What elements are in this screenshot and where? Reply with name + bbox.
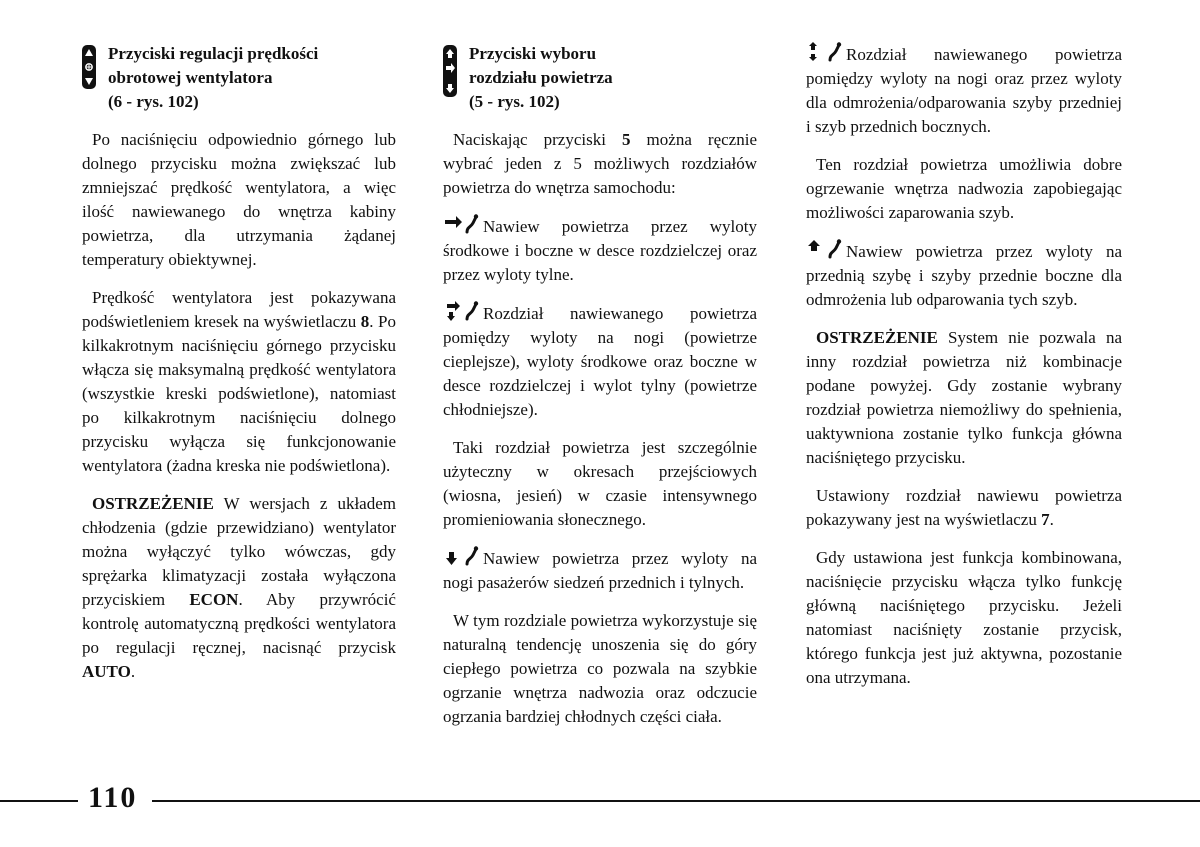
heading-line: Przyciski wyboru	[469, 44, 597, 63]
text-run: .	[130, 662, 136, 681]
face-vent-mode-icon	[443, 214, 479, 234]
heading-line: obrotowej wentylatora	[108, 68, 273, 87]
feet-vent-mode-icon	[443, 546, 479, 566]
text-run: Nawiew powietrza przez wyloty na nogi pasażerów siedzeń przednich i tylnych.	[443, 549, 757, 592]
warning-paragraph	[806, 326, 1122, 470]
bold-ref: ECON	[189, 590, 239, 609]
text-run: .	[1049, 510, 1054, 529]
paragraph	[806, 484, 1122, 532]
text-run: W wersjach z układem chłodzenia (gdzie przewidziano) wentylator można wyłączyć tylko wówczas, gdy sprężarka klimatyzacji została wyłączona przyciskiem	[82, 494, 396, 609]
fan-speed-button-icon	[82, 45, 96, 89]
option-paragraph	[443, 546, 757, 595]
paragraph: Taki rozdział powietrza jest szczególnie użyteczny w okresach przejściowych (wiosna, jesień) w czasie intensywnego promieniowania słonecznego.	[443, 438, 757, 529]
face-feet-vent-mode-icon	[443, 301, 479, 321]
column-air-distribution	[443, 42, 757, 743]
paragraph	[443, 128, 757, 200]
bold-ref: 7	[1041, 510, 1050, 529]
paragraph	[82, 286, 396, 478]
paragraph: Ten rozdział powietrza umożliwia dobre ogrzewanie wnętrza nadwozia zapobiegając możliwości zaparowania szyb.	[806, 155, 1122, 222]
heading-line: rozdziału powietrza	[469, 68, 613, 87]
text-run: można ręcznie wybrać jeden z 5 możliwych rozdziałów powietrza do wnętrza samochodu:	[443, 130, 757, 197]
heading-line: (5 - rys. 102)	[469, 92, 560, 111]
heading-line: Przyciski regulacji prędkości	[108, 44, 319, 63]
footer-rule-right	[152, 800, 1200, 802]
text-run: System nie pozwala na inny rozdział powietrza niż kombinacje podane powyżej. Gdy zostanie wybrany rozdział powietrza niemożliwy do spełnienia, uaktywniona zostanie tylko funkcja główna naciśniętego przycisku.	[806, 328, 1122, 467]
section-heading-air-distribution	[443, 42, 757, 114]
air-distribution-button-icon	[443, 45, 457, 97]
option-paragraph	[443, 214, 757, 287]
bold-ref: 8	[360, 312, 370, 331]
bold-ref: AUTO	[82, 662, 131, 681]
warning-paragraph	[82, 492, 396, 684]
text-run: . Aby przywrócić kontrolę automatyczną prędkości wentylatora po regulacji ręcznej, nacisnąć przycisk	[82, 590, 396, 657]
warning-label: OSTRZEŻENIE	[816, 328, 938, 347]
text-run: . Po kilkakrotnym naciśnięciu górnego przycisku włącza się maksymalną prędkość wentylatora (wszystkie kreski podświetlone), natomiast po kilkakrotnym naciśnięciu dolnego przycisku wyłącza się funkcjonowanie wentylatora (żadna kreska nie podświetlona).	[82, 312, 396, 475]
paragraph: Po naciśnięciu odpowiednio górnego lub dolnego przycisku można zwiększać lub zmniejszać prędkość wentylatora, a więc ilość nawiewanego do wnętrza kabiny powietrza, dla utrzymania żądanej temperatury obiektywnej.	[82, 130, 396, 269]
text-run: Rozdział nawiewanego powietrza pomiędzy wyloty na nogi oraz przez wyloty dla odmrożenia/odparowania szyby przedniej i szyb przednich bocznych.	[806, 45, 1122, 136]
footer-rule-left	[0, 800, 78, 802]
text-run: Prędkość wentylatora jest pokazywana podświetleniem kresek na wyświetlaczu	[82, 288, 396, 331]
section-title	[108, 42, 318, 114]
paragraph: W tym rozdziale powietrza wykorzystuje się naturalną tendencję unoszenia się do góry ciepłego powietrza co pozwala na szybkie ogrzanie wnętrza nadwozia oraz odczucie ogrzania bardziej chłodnych części ciała.	[443, 611, 757, 726]
text-run: Nawiew powietrza przez wyloty na przednią szybę i szyby przednie boczne dla odmrożenia lub odparowania tych szyb.	[806, 242, 1122, 309]
column-fan-speed	[82, 42, 396, 698]
option-paragraph	[806, 239, 1122, 312]
defrost-mode-icon	[806, 239, 842, 259]
option-paragraph	[443, 301, 757, 422]
section-heading-fan-speed	[82, 42, 396, 114]
text-run: Naciskając przyciski	[453, 130, 622, 149]
page-number: 110	[88, 781, 138, 814]
text-run: Ustawiony rozdział nawiewu powietrza pokazywany jest na wyświetlaczu	[806, 486, 1122, 529]
option-paragraph	[806, 42, 1122, 139]
text-run: Nawiew powietrza przez wyloty środkowe i boczne w desce rozdzielczej oraz przez wyloty tylne.	[443, 217, 757, 284]
heading-line: (6 - rys. 102)	[108, 92, 199, 111]
text-run: Rozdział nawiewanego powietrza pomiędzy wyloty na nogi (powietrze cieplejsze), wyloty środkowe oraz boczne w desce rozdzielczej i wylot tylny (powietrze chłodniejsze).	[443, 304, 757, 419]
bold-ref: 5	[622, 130, 631, 149]
warning-label: OSTRZEŻENIE	[92, 494, 214, 513]
column-air-distribution-continued	[806, 42, 1122, 704]
feet-defrost-mode-icon	[806, 42, 842, 62]
paragraph: Gdy ustawiona jest funkcja kombinowana, naciśnięcie przycisku włącza tylko funkcję główną naciśniętego przycisku. Jeżeli natomiast naciśnięty zostanie przycisk, którego funkcja jest już aktywna, pozostanie ona utrzymana.	[806, 548, 1122, 687]
section-title	[469, 42, 613, 114]
